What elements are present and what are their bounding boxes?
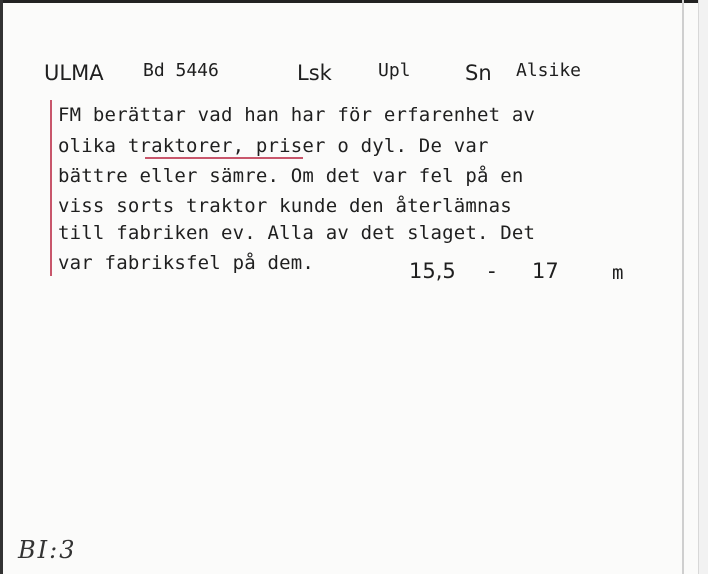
text-line: var fabriksfel på dem. [58, 252, 315, 274]
underline-annotation [145, 157, 303, 159]
measure-to: 17 [532, 259, 559, 283]
handwritten-signature: BI:3 [18, 536, 77, 564]
margin-annotation-line [50, 100, 52, 276]
text-line: FM berättar vad han har för erfarenhet av [58, 104, 536, 126]
accession-number: Bd 5446 [143, 60, 219, 81]
measure-from: 15,5 [409, 259, 456, 283]
measure-unit: m [612, 262, 624, 284]
card-right-margin [698, 0, 708, 574]
archive-label: ULMA [44, 61, 104, 85]
text-line: viss sorts traktor kunde den återlämnas [58, 195, 512, 217]
card-left-edge [0, 0, 3, 574]
parish-value: Alsike [516, 60, 582, 81]
text-line: bättre eller sämre. Om det var fel på en [58, 165, 524, 187]
card-right-edge [682, 0, 684, 574]
sn-label: Sn [465, 61, 492, 85]
lsk-label: Lsk [297, 61, 332, 85]
text-line: till fabriken ev. Alla av det slaget. Det [58, 222, 536, 244]
card-top-edge [0, 0, 708, 3]
province-value: Upl [378, 60, 411, 81]
measure-dash: - [488, 259, 496, 283]
text-line: olika traktorer, priser o dyl. De var [58, 135, 489, 157]
